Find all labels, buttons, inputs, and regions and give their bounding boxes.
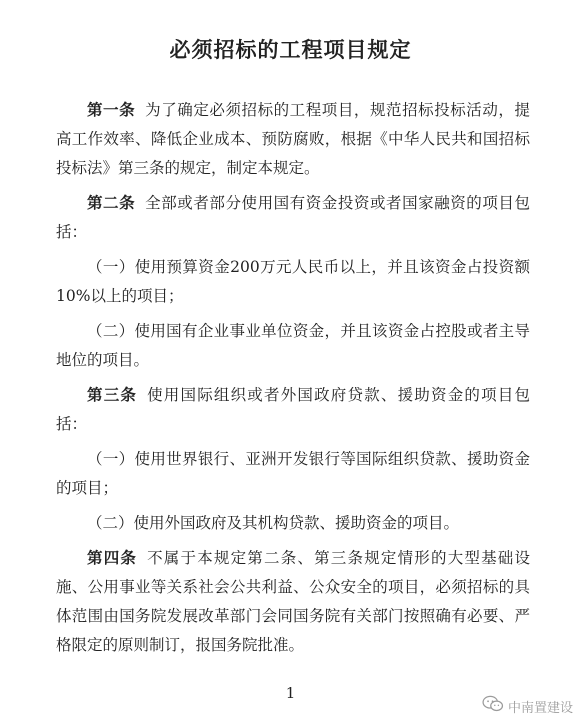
article-label: 第三条 [87, 386, 138, 404]
document-title: 必须招标的工程项目规定 [169, 38, 412, 62]
watermark [482, 695, 573, 717]
article-label: 第一条 [87, 101, 136, 119]
article-3 [56, 381, 530, 439]
article-1 [56, 96, 530, 183]
article-label: 第四条 [87, 549, 138, 567]
article-2-item-1 [56, 253, 530, 311]
article-label: 第二条 [87, 194, 136, 212]
item-text: （二）使用外国政府及其机构贷款、援助资金的项目。 [87, 514, 460, 532]
article-text: 不属于本规定第二条、第三条规定情形的大型基础设施、公用事业等关系社会公共利益、公众安全的项目，必须招标的具体范围由国务院发展改革部门会同国务院有关部门按照确有必要、严格限定的原则制订，报国务院批准。 [56, 549, 530, 654]
item-text: （一）使用预算资金200万元人民币以上，并且该资金占投资额10%以上的项目； [56, 258, 530, 305]
article-text: 全部或者部分使用国有资金投资或者国家融资的项目包括： [56, 194, 530, 241]
article-3-item-2 [56, 509, 530, 538]
article-3-item-1 [56, 445, 530, 503]
watermark-text: 中南置建设 [507, 700, 573, 716]
article-2-item-2 [56, 317, 530, 375]
item-text: （二）使用国有企业事业单位资金，并且该资金占控股或者主导地位的项目。 [56, 322, 530, 369]
article-text: 为了确定必须招标的工程项目，规范招标投标活动，提高工作效率、降低企业成本、预防腐败，根据《中华人民共和国招标投标法》第三条的规定，制定本规定。 [56, 101, 530, 177]
wechat-icon [482, 695, 504, 717]
page-number: 1 [285, 684, 296, 702]
item-text: （一）使用世界银行、亚洲开发银行等国际组织贷款、援助资金的项目； [56, 450, 530, 497]
article-2 [56, 189, 530, 247]
article-text: 使用国际组织或者外国政府贷款、援助资金的项目包括： [56, 386, 530, 433]
document-body [56, 96, 530, 666]
article-4 [56, 544, 530, 660]
